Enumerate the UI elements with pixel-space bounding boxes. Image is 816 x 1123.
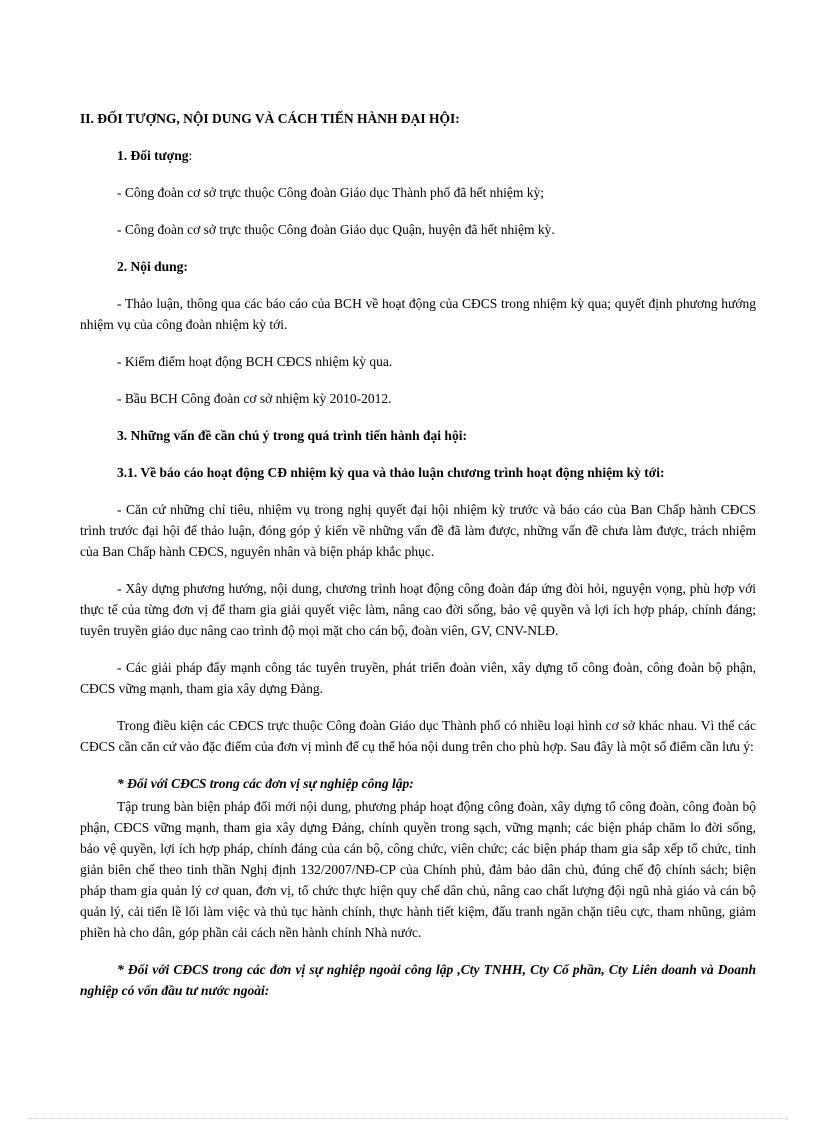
doi-tuong-colon: : <box>188 148 193 163</box>
doi-tuong-item-1: - Công đoàn cơ sở trực thuộc Công đoàn Giáo dục Thành phố đã hết nhiệm kỳ; <box>117 185 545 200</box>
cong-lap-paragraph: Tập trung bàn biện pháp đổi mới nội dung, phương pháp hoạt động công đoàn, xây dựng tổ công đoàn, công đoàn bộ phận, CĐCS vững mạnh, tham gia xây dựng Đảng, chính quyền trong sạch, vững mạnh; các biện pháp chăm lo đời sống, bảo vệ quyền, lợi ích hợp pháp, chính đáng của cán bộ, công chức, viên chức; các biện pháp tham gia sắp xếp tổ chức, tinh giản biên chế theo tinh thần Nghị định 132/2007/NĐ-CP của Chính phủ, đảm bảo dân chủ, đúng chế độ chính sách; biện pháp tham gia quản lý cơ quan, đơn vị, tổ chức thực hiện quy chế dân chủ, nâng cao chất lượng đội ngũ nhà giáo và cán bộ quản lý, cải tiến lề lối làm việc và thủ tục hành chính, thực hành tiết kiệm, đấu tranh ngăn chặn tiêu cực, tham nhũng, giảm phiền hà cho dân, góp phần cải cách nền hành chính Nhà nước. <box>80 799 756 940</box>
luu-y-item-1: - Căn cứ những chỉ tiêu, nhiệm vụ trong nghị quyết đại hội nhiệm kỳ trước và báo cáo của Ban Chấp hành CĐCS trình trước đại hội để thảo luận, đóng góp ý kiến về những vấn đề đã làm được, những vấn đề chưa làm được, trách nhiệm của Ban Chấp hành CĐCS, nguyên nhân và biện pháp khắc phục. <box>80 502 756 559</box>
luu-y-intro-paragraph: Trong điều kiện các CĐCS trực thuộc Công đoàn Giáo dục Thành phố có nhiều loại hình cơ sở khác nhau. Vì thế các CĐCS cần căn cứ vào đặc điểm của đơn vị mình để cụ thể hóa nội dung trên cho phù hợp. Sau đây là một số điểm cần lưu ý: <box>80 718 756 754</box>
document-page <box>80 108 756 1001</box>
luu-y-item-2: - Xây dựng phương hướng, nội dung, chương trình hoạt động công đoàn đáp ứng đòi hỏi, nguyện vọng, phù hợp với thực tế của từng đơn vị để tham gia giải quyết việc làm, nâng cao đời sống, bảo vệ quyền và lợi ích hợp pháp, chính đáng; tuyên truyền giáo dục nâng cao trình độ mọi mặt cho cán bộ, đoàn viên, GV, CNV-NLĐ. <box>80 581 756 638</box>
luu-y-heading: 3. Những vấn đề cần chú ý trong quá trình tiến hành đại hội: <box>117 428 467 443</box>
doi-tuong-item-2: - Công đoàn cơ sở trực thuộc Công đoàn Giáo dục Quận, huyện đã hết nhiệm kỳ. <box>117 222 555 237</box>
ngoai-cong-lap-heading: * Đối với CĐCS trong các đơn vị sự nghiệp ngoài công lập ,Cty TNHH, Cty Cổ phần, Cty Liên doanh và Doanh nghiệp có vốn đầu tư nước ngoài: <box>80 962 756 998</box>
bao-cao-subheading: 3.1. Về báo cáo hoạt động CĐ nhiệm kỳ qua và thảo luận chương trình hoạt động nhiệm kỳ tới: <box>117 465 665 480</box>
noi-dung-item-1: - Thảo luận, thông qua các báo cáo của BCH về hoạt động của CĐCS trong nhiệm kỳ qua; quyết định phương hướng nhiệm vụ của công đoàn nhiệm kỳ tới. <box>80 296 756 332</box>
doi-tuong-heading <box>80 145 756 166</box>
section-heading: II. ĐỐI TƯỢNG, NỘI DUNG VÀ CÁCH TIẾN HÀNH ĐẠI HỘI: <box>80 111 460 126</box>
noi-dung-heading: 2. Nội dung: <box>117 259 188 274</box>
noi-dung-item-2: - Kiểm điểm hoạt động BCH CĐCS nhiệm kỳ qua. <box>117 354 393 369</box>
noi-dung-item-3: - Bầu BCH Công đoàn cơ sở nhiệm kỳ 2010-2012. <box>117 391 392 406</box>
luu-y-item-3: - Các giải pháp đẩy mạnh công tác tuyên truyền, phát triển đoàn viên, xây dựng tổ công đoàn, công đoàn bộ phận, CĐCS vững mạnh, tham gia xây dựng Đảng. <box>80 660 756 696</box>
cong-lap-heading: * Đối với CĐCS trong các đơn vị sự nghiệp công lập: <box>117 776 414 791</box>
page-bottom-divider <box>28 1118 788 1119</box>
doi-tuong-title: 1. Đối tượng <box>117 148 189 163</box>
